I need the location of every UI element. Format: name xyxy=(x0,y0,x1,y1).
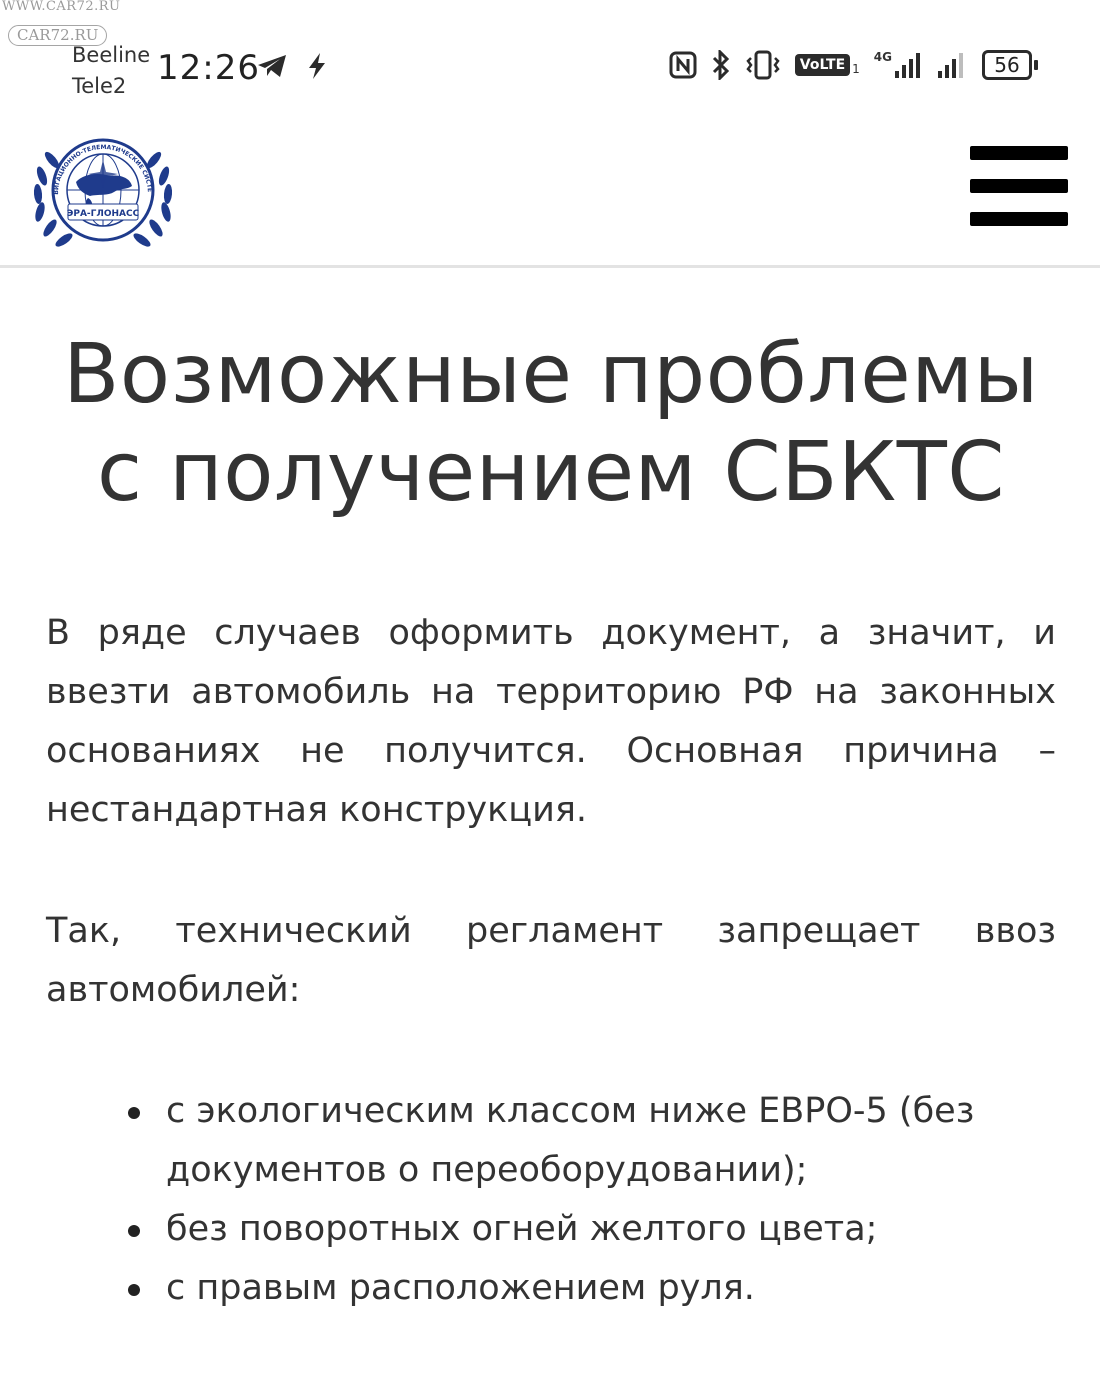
carrier-2: Tele2 xyxy=(72,74,127,98)
site-header xyxy=(0,110,1100,268)
bullet-icon xyxy=(128,1225,140,1237)
carrier-1: Beeline xyxy=(72,43,151,67)
volte-icon xyxy=(795,54,860,76)
battery-icon: 56 xyxy=(982,50,1032,80)
page-title xyxy=(46,326,1056,522)
bullet-icon xyxy=(128,1107,140,1119)
status-left-icons xyxy=(256,52,328,80)
nfc-icon xyxy=(669,51,697,79)
list-item xyxy=(128,1200,1056,1259)
list-item-text: без поворотных огней желтого цвета; xyxy=(166,1209,878,1249)
paragraph-1: В ряде случаев оформить документ, а значит, и ввезти автомобиль на территорию РФ на законных основаниях не получится. Основная причина – нестандартная конструкция. xyxy=(46,613,1056,830)
list-item-text: с правым расположением руля. xyxy=(166,1268,755,1308)
page-title-line-1: Возможные проблемы xyxy=(63,327,1039,422)
status-right-icons xyxy=(669,50,1032,80)
signal-4g-icon xyxy=(874,51,922,79)
watermark-url: WWW.CAR72.RU xyxy=(2,0,121,14)
network-label: 4G xyxy=(873,50,892,64)
list-item xyxy=(128,1259,1056,1318)
list-item xyxy=(128,1082,1056,1200)
page-title-line-2: с получением СБКТС xyxy=(96,425,1006,520)
lightning-icon xyxy=(306,52,328,80)
signal-icon xyxy=(936,51,968,79)
bullet-icon xyxy=(128,1284,140,1296)
paragraph-2: Так, технический регламент запрещает ввоз автомобилей: xyxy=(46,911,1056,1010)
bluetooth-icon xyxy=(711,50,731,80)
era-glonass-logo[interactable] xyxy=(28,124,178,258)
article-content xyxy=(46,268,1056,1318)
logo-text-bottom: ЭРА-ГЛОНАСС xyxy=(66,209,140,219)
logo-text-top: ВИГАЦИОННО-ТЕЛЕМАТИЧЕСКИЕ СИСТЕ xyxy=(52,143,153,195)
status-time: 12:26 xyxy=(157,48,260,88)
telegram-icon xyxy=(256,53,288,79)
vibrate-icon xyxy=(745,50,781,80)
sim-index: 1 xyxy=(852,62,860,76)
watermark-logo: CAR72.RU xyxy=(8,25,107,46)
status-bar xyxy=(0,0,1100,110)
volte-label: VoLTE xyxy=(795,54,850,76)
hamburger-menu-icon[interactable] xyxy=(970,146,1068,226)
restrictions-list xyxy=(46,1082,1056,1318)
carrier-info xyxy=(72,40,150,102)
list-item-text: с экологическим классом ниже ЕВРО-5 (без документов о переоборудовании); xyxy=(166,1091,975,1190)
